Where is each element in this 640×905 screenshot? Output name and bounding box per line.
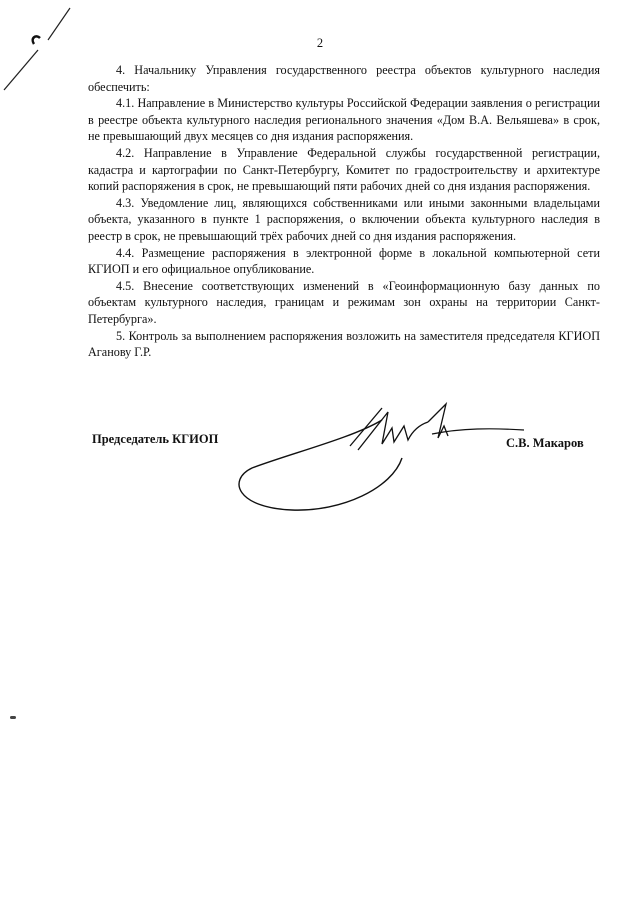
paragraph-4-2: 4.2. Направление в Управление Федеральной службы государственной регистрации, кадастра и картографии по Санкт-Петербургу, Комитет по градостроительству и архитектуре копий распоряжения в срок, не превышающий пяти рабочих дней со дня издания распоряжения.	[88, 145, 600, 194]
document-body	[88, 62, 600, 361]
paragraph-5: 5. Контроль за выполнением распоряжения возложить на заместителя председателя КГИОП Аганову Г.Р.	[88, 328, 600, 360]
paragraph-4: 4. Начальнику Управления государственного реестра объектов культурного наследия обеспечить:	[88, 63, 600, 94]
signatory-title: Председатель КГИОП	[92, 432, 219, 446]
page-number: 2	[316, 36, 324, 50]
paragraph-4-5: 4.5. Внесение соответствующих изменений в «Геоинформационную базу данных по объектам культурного наследия, границам и режимам зон охраны на территории Санкт-Петербурга».	[88, 278, 600, 326]
paragraph-4-3: 4.3. Уведомление лиц, являющихся собственниками или иными законными владельцами объекта, указанного в пункте 1 распоряжения, о включении объекта культурного наследия в реестр в срок, не превышающий трёх рабочих дней со дня издания распоряжения.	[88, 195, 600, 243]
paragraph-4-4: 4.4. Размещение распоряжения в электронной форме в локальной компьютерной сети КГИОП и его официальное опубликование.	[88, 245, 600, 277]
signatory-name: С.В. Макаров	[506, 436, 584, 450]
paragraph-4-1: 4.1. Направление в Министерство культуры Российской Федерации заявления о регистрации в реестре объекта культурного наследия регионального значения «Дом В.А. Вельяшева» в срок, не превышающий двух месяцев со дня издания распоряжения.	[88, 96, 600, 144]
scan-speck	[10, 716, 16, 719]
handwritten-signature-icon	[232, 398, 532, 518]
